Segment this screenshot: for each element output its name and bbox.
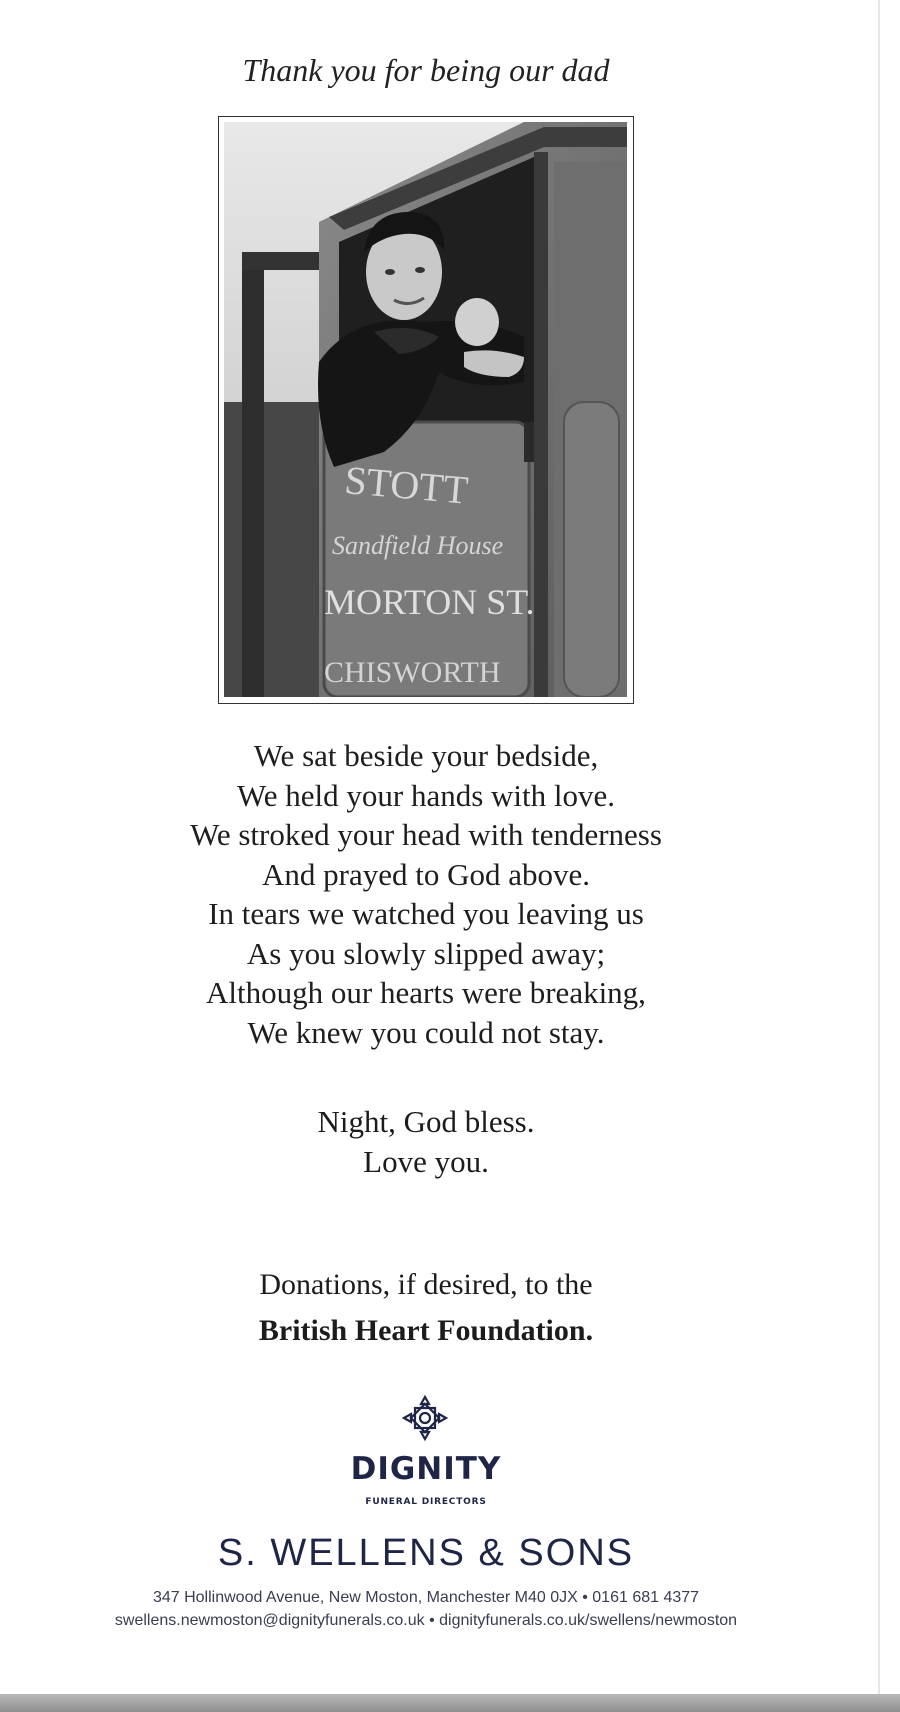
man-in-van-photo: [224, 122, 627, 697]
van-lettering-house: Sandfield House: [332, 531, 504, 560]
dignity-flower-icon: [401, 1394, 449, 1442]
closing-line: Love you.: [363, 1144, 489, 1179]
poem: [0, 736, 852, 1052]
brand-subtitle: FUNERAL DIRECTORS: [365, 1497, 487, 1507]
poem-line: We held your hands with love.: [236, 777, 616, 813]
donations-charity: British Heart Foundation.: [258, 1314, 594, 1347]
van-lettering-name: STOTT: [342, 457, 470, 513]
page-edge: [878, 0, 880, 1694]
poem-line: As you slowly slipped away;: [246, 935, 606, 971]
photo-frame: [218, 116, 634, 704]
van-lettering-town: CHISWORTH: [324, 656, 501, 689]
poem-line: We knew you could not stay.: [247, 1014, 605, 1050]
brand-name: DIGNITY: [350, 1451, 502, 1487]
scan-bottom-strip: [0, 1694, 900, 1712]
firm-contact: swellens.newmoston@dignityfunerals.co.uk • dignityfunerals.co.uk/swellens/newmoston: [114, 1612, 738, 1629]
poem-line: We stroked your head with tenderness: [190, 817, 662, 852]
firm-address: 347 Hollinwood Avenue, New Moston, Manchester M40 0JX • 0161 681 4377: [152, 1589, 700, 1606]
closing-message: [0, 1102, 852, 1182]
donations-note: [0, 1262, 852, 1354]
memorial-photo: [224, 122, 627, 697]
closing-line: Night, God bless.: [317, 1104, 535, 1139]
poem-line: We sat beside your bedside,: [253, 738, 599, 773]
poem-line: In tears we watched you leaving us: [208, 896, 644, 931]
notice-heading: Thank you for being our dad: [242, 52, 610, 88]
firm-name: S. WELLENS & SONS: [217, 1532, 635, 1574]
donations-intro: Donations, if desired, to the: [259, 1268, 593, 1301]
poem-line: And prayed to God above.: [262, 856, 590, 892]
van-lettering-street: MORTON ST.: [324, 582, 535, 622]
poem-line: Although our hearts were breaking,: [206, 975, 646, 1010]
